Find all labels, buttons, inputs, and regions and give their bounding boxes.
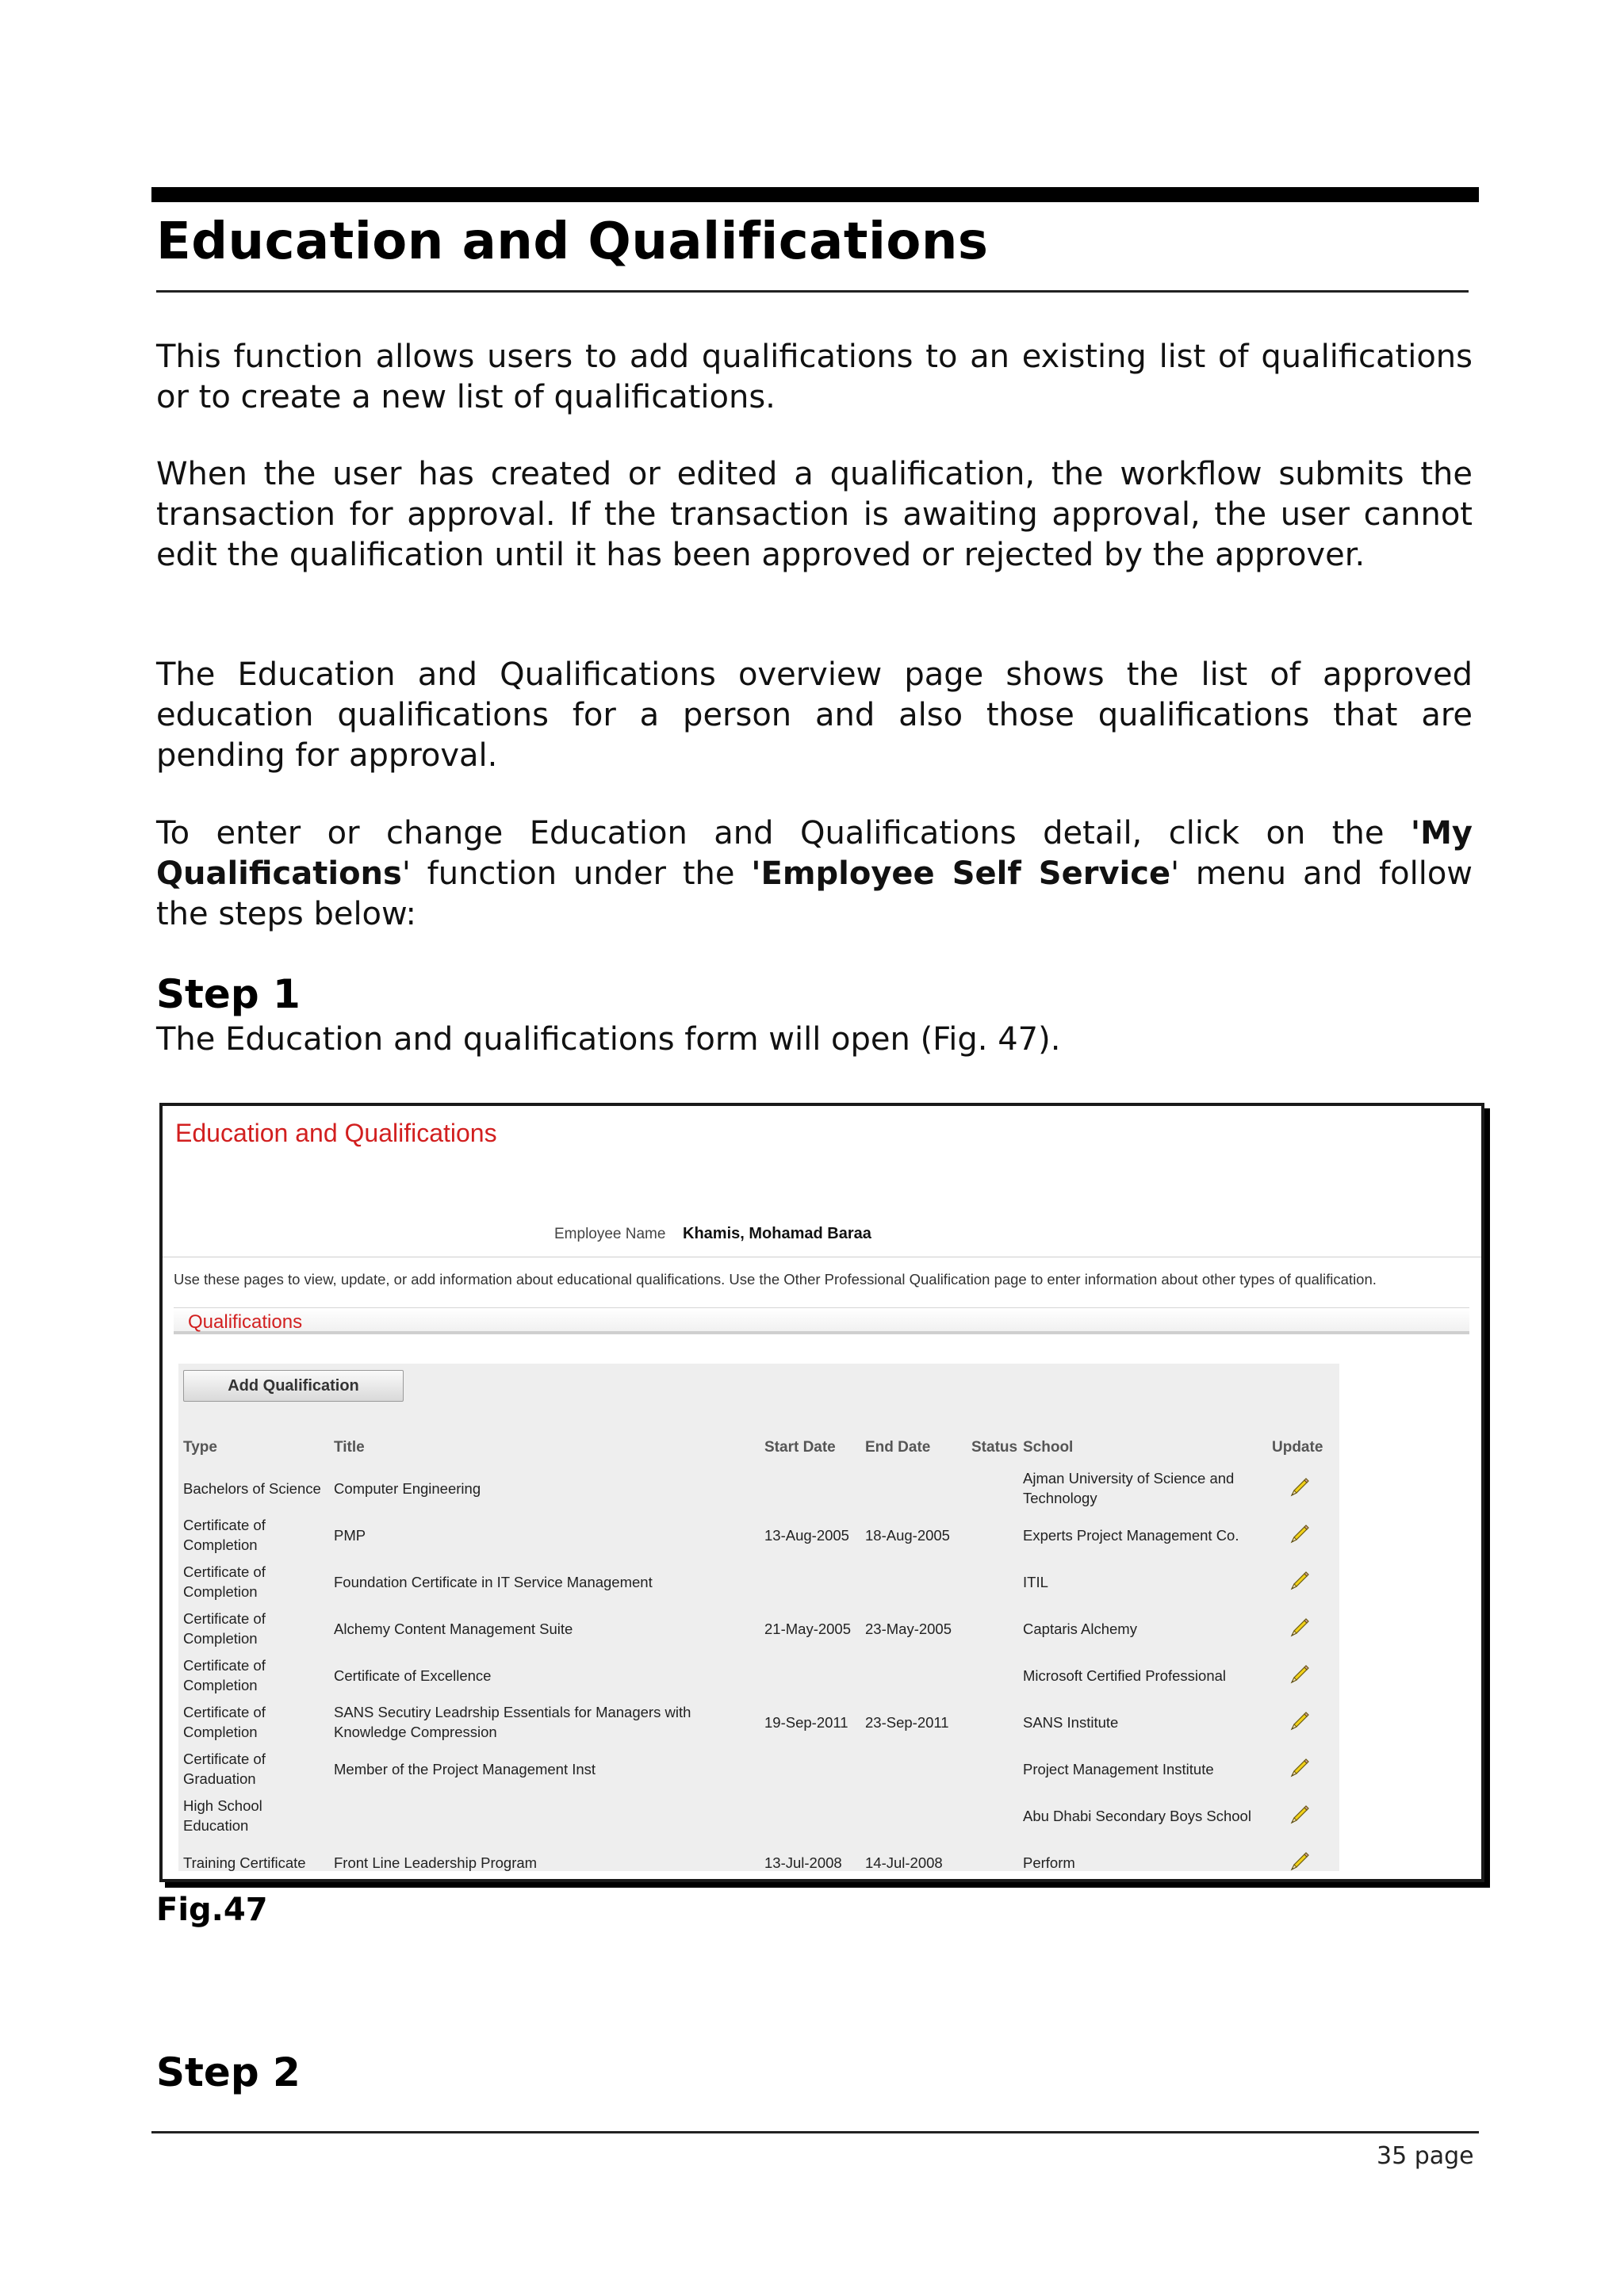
cell-start [764,1465,860,1511]
cell-end: 14-Jul-2008 [865,1854,943,1871]
workflow-paragraph: When the user has created or edited a qualification, the workflow submits the transaction for approval. If the transaction is awaiting approval, the user cannot edit the qualification until it has been approved or rejected by the approver. [156,456,1473,573]
form-description: Use these pages to view, update, or add information about educational qualifications. Use the Other Professional Qualification page to enter information about other types of qualification. [174,1271,1377,1288]
cell-title: Member of the Project Management Inst [334,1760,596,1777]
cell-title: Front Line Leadership Program [334,1854,538,1871]
cell-end [865,1559,960,1605]
col-status: Status [971,1439,1018,1456]
pencil-icon[interactable] [1287,1476,1311,1500]
col-end-date: End Date [865,1439,931,1456]
employee-name-value: Khamis, Mohamad Baraa [683,1225,871,1242]
my-qualifications-ref: 'My Qualifications [156,815,1473,892]
pencil-icon[interactable] [1287,1850,1311,1874]
cell-start [764,1746,860,1792]
col-title: Title [334,1439,365,1456]
pencil-icon[interactable] [1287,1617,1311,1640]
pencil-icon[interactable] [1287,1523,1311,1547]
qualifications-section-header [174,1307,1469,1334]
table-row [178,1699,1339,1745]
cell-school: Project Management Institute [1023,1760,1214,1777]
instructions-paragraph [156,813,1473,935]
cell-end [865,1793,960,1839]
cell-status [971,1839,1019,1885]
cell-status [971,1512,1019,1558]
table-row [178,1746,1339,1792]
cell-title: PMP [334,1526,366,1544]
cell-end: 23-Sep-2011 [865,1713,949,1731]
cell-type: Training Certificate [183,1854,306,1871]
pencil-icon[interactable] [1287,1710,1311,1734]
cell-status [971,1652,1019,1698]
instructions-text-3: ' menu and follow the steps below: [156,855,1473,932]
intro-paragraph: This function allows users to add qualifications to an existing list of qualifications or to create a new list of qualifications. [156,339,1473,415]
cell-school: Experts Project Management Co. [1023,1526,1239,1544]
cell-status [971,1465,1019,1511]
pencil-icon[interactable] [1287,1804,1311,1827]
form-title: Education and Qualifications [175,1119,497,1147]
figure-screenshot [159,1103,1484,1882]
cell-type: Certificate of Completion [183,1517,266,1553]
cell-title: SANS Secutiry Leadrship Essentials for Managers with Knowledge Compression [334,1704,691,1740]
cell-school: Ajman University of Science and Technology [1023,1470,1235,1506]
pencil-icon[interactable] [1287,1570,1311,1594]
cell-type: Certificate of Completion [183,1704,266,1740]
employee-name-label: Employee Name [554,1226,666,1242]
step2-heading: Step 2 [156,2049,301,2095]
cell-title: Alchemy Content Management Suite [334,1620,573,1637]
instructions-text-1: To enter or change Education and Qualifications detail, click on the [156,815,1411,851]
cell-status [971,1746,1019,1792]
instructions-text-2: ' function under the [401,855,752,892]
section-title: Qualifications [188,1311,303,1333]
cell-type: Certificate of Completion [183,1610,266,1647]
cell-status [971,1605,1019,1651]
cell-end [865,1746,960,1792]
cell-type: Certificate of Graduation [183,1751,266,1787]
footer-rule [151,2131,1479,2133]
cell-school: Perform [1023,1854,1075,1871]
cell-start [764,1559,860,1605]
cell-school: Microsoft Certified Professional [1023,1667,1227,1684]
table-row [178,1512,1339,1558]
cell-start: 13-Jul-2008 [764,1854,842,1871]
qualifications-panel [178,1364,1339,1871]
table-row [178,1465,1339,1511]
figure-caption: Fig.47 [156,1892,268,1928]
add-qualification-button[interactable]: Add Qualification [183,1370,404,1402]
pencil-icon[interactable] [1287,1663,1311,1687]
cell-school: ITIL [1023,1573,1048,1590]
pencil-icon[interactable] [1287,1757,1311,1781]
cell-type: High School Education [183,1797,262,1834]
cell-start: 13-Aug-2005 [764,1526,849,1544]
cell-status [971,1699,1019,1745]
cell-school: SANS Institute [1023,1713,1119,1731]
cell-school: Abu Dhabi Secondary Boys School [1023,1807,1251,1824]
cell-type: Certificate of Completion [183,1563,266,1600]
table-row [178,1839,1339,1885]
cell-end: 23-May-2005 [865,1620,952,1637]
cell-start [764,1793,860,1839]
cell-type: Bachelors of Science [183,1479,321,1497]
cell-type: Certificate of Completion [183,1657,266,1693]
page-number: 35 page [1377,2142,1474,2170]
page-heading: Education and Qualifications [156,212,989,271]
cell-status [971,1559,1019,1605]
cell-title: Certificate of Excellence [334,1667,492,1684]
col-type: Type [183,1439,217,1456]
cell-start: 19-Sep-2011 [764,1713,848,1731]
step1-heading: Step 1 [156,971,301,1017]
col-update: Update [1272,1439,1323,1456]
cell-title: Computer Engineering [334,1479,481,1497]
cell-end: 18-Aug-2005 [865,1526,950,1544]
cell-start: 21-May-2005 [764,1620,852,1637]
table-row [178,1652,1339,1698]
cell-title: Foundation Certificate in IT Service Management [334,1573,653,1590]
cell-title [334,1793,746,1839]
cell-end [865,1652,960,1698]
cell-end [865,1465,960,1511]
overview-paragraph: The Education and Qualifications overview page shows the list of approved education qualifications for a person and also those qualifications that are pending for approval. [156,656,1473,774]
step1-text: The Education and qualifications form will open (Fig. 47). [156,1021,1061,1058]
top-rule [151,187,1479,202]
employee-self-service-ref: 'Employee Self Service [751,855,1171,892]
table-row [178,1559,1339,1605]
col-start-date: Start Date [764,1439,836,1456]
cell-school: Captaris Alchemy [1023,1620,1137,1637]
col-school: School [1023,1439,1074,1456]
table-row [178,1605,1339,1651]
cell-start [764,1652,860,1698]
cell-status [971,1793,1019,1839]
heading-underline [156,290,1469,293]
table-row [178,1793,1339,1839]
